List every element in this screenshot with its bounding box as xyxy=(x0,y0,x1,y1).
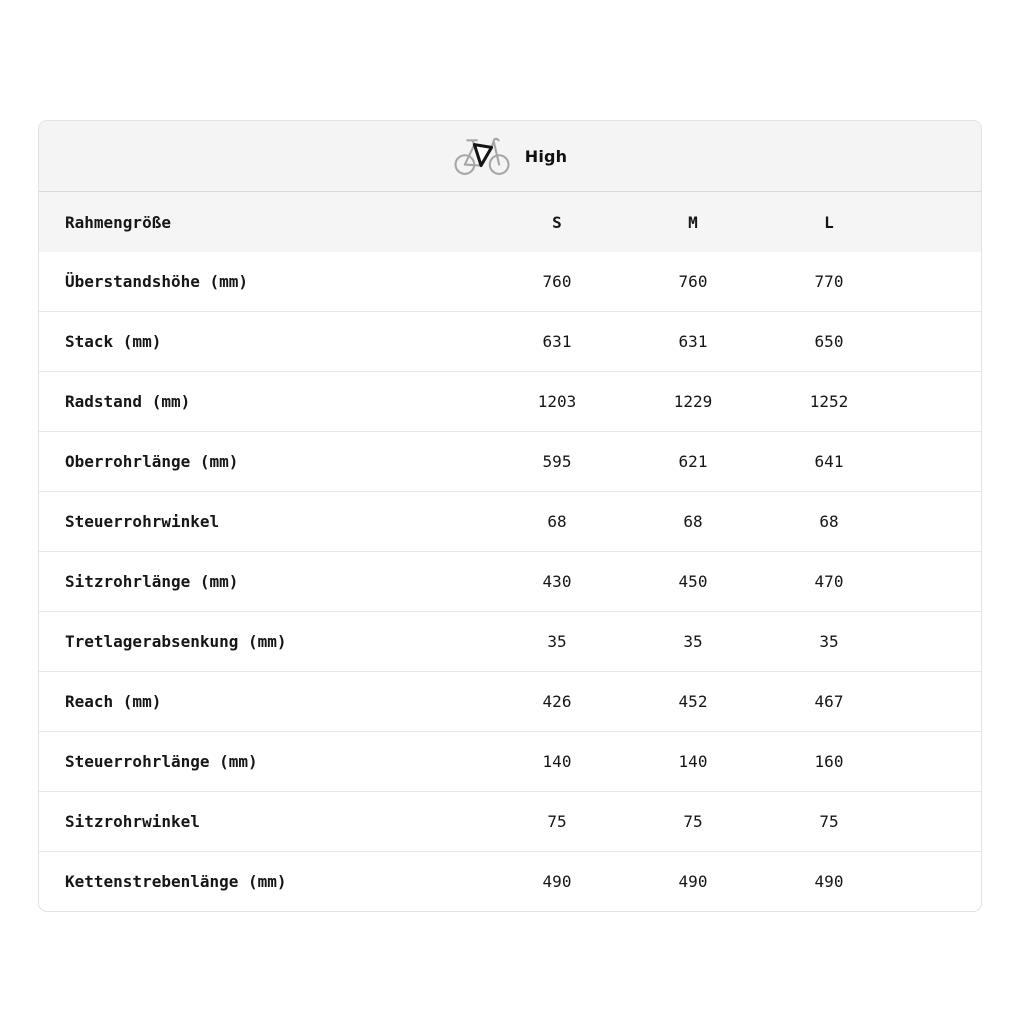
row-value-m: 760 xyxy=(678,272,708,291)
table-title: High xyxy=(524,146,568,166)
table-row xyxy=(39,311,981,371)
column-header-size-l: L xyxy=(824,212,834,232)
table-body xyxy=(39,252,981,911)
row-label: Sitzrohrlänge (mm) xyxy=(65,572,239,591)
row-value-s: 1203 xyxy=(537,392,577,411)
row-label: Kettenstrebenlänge (mm) xyxy=(65,872,287,891)
row-label: Oberrohrlänge (mm) xyxy=(65,452,239,471)
row-value-m: 621 xyxy=(678,452,708,471)
row-label: Sitzrohrwinkel xyxy=(65,812,200,831)
bicycle-icon xyxy=(453,136,511,176)
row-value-s: 75 xyxy=(547,812,567,831)
table-row xyxy=(39,551,981,611)
row-value-l: 650 xyxy=(814,332,844,351)
column-header-label: Rahmengröße xyxy=(65,212,171,232)
row-value-s: 426 xyxy=(542,692,572,711)
table-header xyxy=(39,121,981,192)
row-value-l: 1252 xyxy=(809,392,849,411)
table-row xyxy=(39,491,981,551)
row-label: Tretlagerabsenkung (mm) xyxy=(65,632,287,651)
column-header-size-m: M xyxy=(688,212,698,232)
row-value-s: 760 xyxy=(542,272,572,291)
row-value-s: 631 xyxy=(542,332,572,351)
row-value-s: 490 xyxy=(542,872,572,891)
row-label: Steuerrohrlänge (mm) xyxy=(65,752,258,771)
table-row xyxy=(39,611,981,671)
table-row xyxy=(39,431,981,491)
row-value-s: 140 xyxy=(542,752,572,771)
row-label: Reach (mm) xyxy=(65,692,162,711)
row-value-m: 1229 xyxy=(673,392,713,411)
row-value-l: 160 xyxy=(814,752,844,771)
row-value-m: 68 xyxy=(683,512,703,531)
row-label: Überstandshöhe (mm) xyxy=(65,272,249,291)
row-value-l: 770 xyxy=(814,272,844,291)
row-label: Stack (mm) xyxy=(65,332,162,351)
row-value-m: 140 xyxy=(678,752,708,771)
row-label: Radstand (mm) xyxy=(65,392,191,411)
table-row xyxy=(39,671,981,731)
row-value-m: 631 xyxy=(678,332,708,351)
row-value-s: 430 xyxy=(542,572,572,591)
row-value-l: 75 xyxy=(819,812,839,831)
row-value-s: 595 xyxy=(542,452,572,471)
row-value-s: 68 xyxy=(547,512,567,531)
row-value-m: 490 xyxy=(678,872,708,891)
row-value-m: 450 xyxy=(678,572,708,591)
row-value-l: 68 xyxy=(819,512,839,531)
geometry-table-card xyxy=(38,120,982,912)
row-value-l: 35 xyxy=(819,632,839,651)
row-value-m: 75 xyxy=(683,812,703,831)
row-value-l: 467 xyxy=(814,692,844,711)
table-row xyxy=(39,851,981,911)
row-value-l: 641 xyxy=(814,452,844,471)
row-value-m: 452 xyxy=(678,692,708,711)
column-header-size-s: S xyxy=(552,212,562,232)
table-row xyxy=(39,252,981,311)
column-header-row xyxy=(39,192,981,252)
row-value-l: 470 xyxy=(814,572,844,591)
table-row xyxy=(39,731,981,791)
row-value-l: 490 xyxy=(814,872,844,891)
row-value-s: 35 xyxy=(547,632,567,651)
table-row xyxy=(39,791,981,851)
row-value-m: 35 xyxy=(683,632,703,651)
table-row xyxy=(39,371,981,431)
row-label: Steuerrohrwinkel xyxy=(65,512,220,531)
